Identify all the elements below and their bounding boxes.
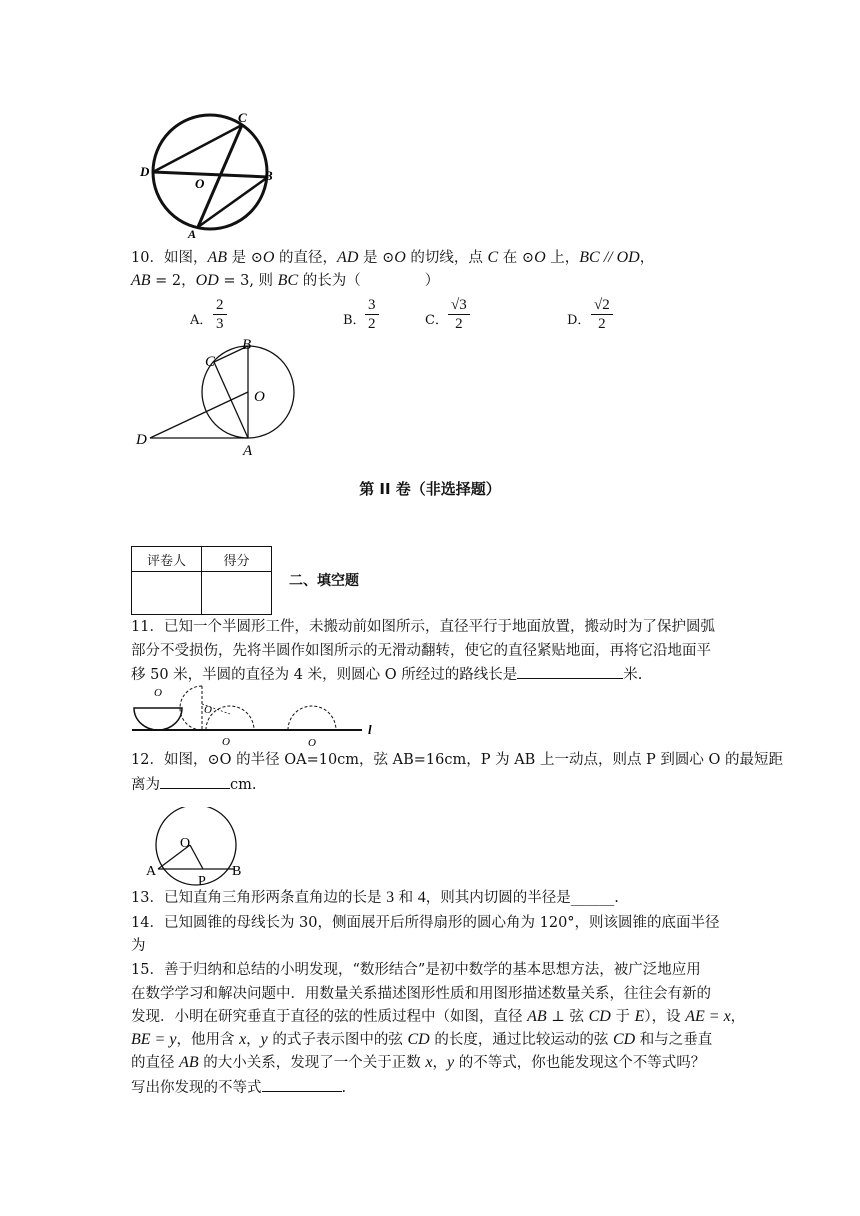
q15-line4: BE = y，他用含 x，y 的式子表示图中的弦 CD 的长度，通过比较运动的弦 CD 和与之垂直 <box>131 1031 713 1048</box>
q10-line1: 10．如图，AB 是 ⊙O 的直径，AD 是 ⊙O 的切线，点 C 在 ⊙O 上，BC // OD， <box>131 249 655 266</box>
q11-label-o1: O <box>154 687 162 699</box>
q12-segment-op <box>190 845 203 869</box>
q9-label-b: B <box>264 168 273 183</box>
q10-line2: AB = 2，OD = 3, 则 BC 的长为（ ） <box>131 272 440 289</box>
q10-label-d: D <box>136 432 147 448</box>
q13-line1: 13．已知直角三角形两条直角边的长是 3 和 4，则其内切圆的半径是______. <box>131 889 619 906</box>
q12-line1: 12．如图，⊙O 的半径 OA=10cm，弦 AB=16cm，P 为 AB 上一动点，则点 P 到圆心 O 的最短距 <box>131 752 784 768</box>
q9-label-o: O <box>195 176 205 191</box>
q12-label-b: B <box>232 864 242 879</box>
q11-answer-blank[interactable] <box>517 663 623 679</box>
q11-semicircle-landed <box>206 706 254 730</box>
q9-chord-db <box>153 172 268 177</box>
q11-label-o4: O <box>308 737 316 748</box>
q10-option-a-label: A． <box>190 313 213 328</box>
q12-circle <box>156 807 236 885</box>
q9-chord-dc <box>153 125 242 172</box>
q11-semicircle-initial <box>134 708 182 730</box>
q12-label-p: P <box>198 874 206 889</box>
q10-segment-od <box>150 392 248 438</box>
q10-label-c: C <box>205 354 216 370</box>
q10-label-b: B <box>242 337 252 353</box>
q10-option-d-label: D． <box>567 313 591 328</box>
q10-option-a-value: $\frac{2}{3}$ <box>213 296 227 333</box>
q12-line2: 离为 cm. <box>131 773 256 796</box>
score-table-cell-grader <box>132 572 202 615</box>
q12-figure <box>140 807 260 889</box>
q10-option-c-value: $\frac{√3}{2}$ <box>448 296 470 333</box>
q11-label-o3: O <box>222 736 230 748</box>
q11-label-o2: O <box>204 704 212 716</box>
q10-option-b-value: $\frac{3}{2}$ <box>365 296 379 333</box>
q11-line3: 移 50 米，半圆的直径为 4 米，则圆心 O 所经过的路线长是 米. <box>131 663 642 686</box>
q10-label-a: A <box>243 443 253 458</box>
q11-line1: 11．已知一个半圆形工件，未搬动前如图所示，直径平行于地面放置，搬动时为了保护圆弧 <box>131 619 715 635</box>
q10-segment-ca <box>214 362 248 438</box>
q15-line2: 在数学学习和解决问题中．用数量关系描述图形性质和用图形描述数量关系，往往会有新的 <box>131 986 711 1002</box>
q9-label-c: C <box>238 110 247 125</box>
score-table <box>131 546 272 615</box>
score-table-header-score: 得分 <box>202 547 272 572</box>
q15-line3: 发现．小明在研究垂直于直径的弦的性质过程中（如图，直径 AB ⊥ 弦 CD 于 E），设 AE = x， <box>131 1008 746 1025</box>
q10-option-d-value: $\frac{√2}{2}$ <box>591 296 613 333</box>
q14-line1: 14．已知圆锥的母线长为 30，侧面展开后所得扇形的圆心角为 120°，则该圆锥的底面半径 <box>131 915 720 931</box>
q10-label-o: O <box>254 389 265 405</box>
q12-label-a: A <box>146 864 157 879</box>
q11-label-l: l <box>368 722 372 737</box>
q9-label-d: D <box>140 164 150 179</box>
q12-label-o: O <box>180 836 191 851</box>
q11-figure <box>130 684 380 748</box>
part2-title: 第 II 卷（非选择题） <box>359 480 501 498</box>
q15-line1: 15．善于归纳和总结的小明发现，“数形结合”是初中数学的基本思想方法，被广泛地应用 <box>131 962 701 978</box>
q10-option-c-label: C． <box>425 313 448 328</box>
q12-answer-blank[interactable] <box>160 773 230 789</box>
score-table-cell-score <box>202 572 272 615</box>
q14-line2: 为 <box>131 938 146 954</box>
q10-figure <box>130 336 300 458</box>
section2-title: 二、填空题 <box>289 573 359 589</box>
q11-semicircle-final <box>288 706 336 730</box>
q11-semicircle-flipping <box>180 686 202 730</box>
q10-option-b-label: B． <box>343 313 366 328</box>
q15-line5: 的直径 AB 的大小关系，发现了一个关于正数 x，y 的不等式，你也能发现这个不等式吗？ <box>131 1054 706 1071</box>
q15-answer-blank[interactable] <box>262 1076 342 1092</box>
score-table-header-grader: 评卷人 <box>132 547 202 572</box>
q9-figure <box>130 108 290 238</box>
q11-line2: 部分不受损伤，先将半圆作如图所示的无滑动翻转，使它的直径紧贴地面，再将它沿地面平 <box>131 643 711 659</box>
q15-line6: 写出你发现的不等式 . <box>131 1076 346 1099</box>
q9-label-a: A <box>188 227 197 238</box>
